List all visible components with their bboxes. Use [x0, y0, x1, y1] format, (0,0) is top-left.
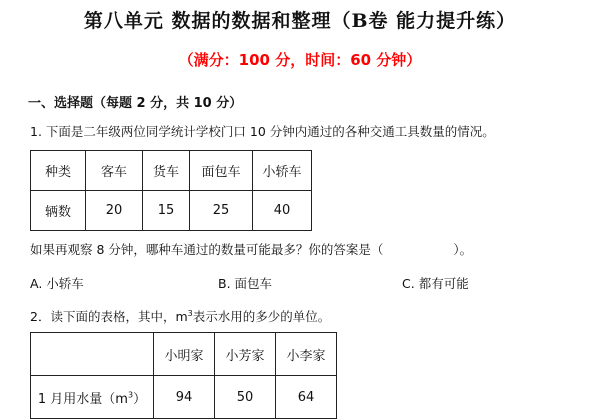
option-text: 面包车	[234, 276, 273, 291]
header-cell: 客车	[86, 151, 143, 191]
row-label-text: 1 月用水量（m	[37, 391, 128, 407]
value-cell: 40	[253, 191, 312, 231]
header-cell: 小轿车	[253, 151, 312, 191]
follow-up-text: 如果再观察 8 分钟，哪种车通过的数量可能最多？你的答案是（	[30, 242, 384, 257]
table-row	[31, 191, 312, 231]
header-cell: 货车	[143, 151, 190, 191]
score-time-info: （满分：100 分，时间：60 分钟）	[178, 51, 422, 69]
option-letter: A.	[30, 276, 43, 291]
unit-superscript: 3	[187, 308, 193, 318]
question-2-text-end: 表示水用的多少的单位。	[192, 309, 331, 324]
section-heading: 一、选择题（每题 2 分，共 10 分）	[28, 96, 243, 111]
option-b[interactable]	[218, 274, 272, 292]
follow-up-close: ）。	[453, 242, 473, 257]
table-header-row	[31, 151, 312, 191]
option-text: 小轿车	[46, 276, 84, 291]
traffic-count-table	[30, 150, 312, 231]
header-cell: 小明家	[154, 333, 215, 376]
value-cell: 94	[154, 376, 215, 419]
value-cell: 25	[190, 191, 253, 231]
unit-superscript: 3	[127, 390, 134, 400]
row-label	[31, 376, 154, 419]
header-cell: 面包车	[190, 151, 253, 191]
table-row	[31, 376, 337, 419]
question-2-text: 2．读下面的表格，其中，m	[30, 309, 188, 324]
option-text: 都有可能	[418, 276, 469, 291]
header-cell: 种类	[31, 151, 86, 191]
value-cell: 50	[215, 376, 276, 419]
header-cell: 小李家	[276, 333, 337, 376]
option-a[interactable]	[30, 274, 84, 292]
value-cell: 15	[143, 191, 190, 231]
header-cell: 小芳家	[215, 333, 276, 376]
row-label-close: ）	[133, 391, 147, 407]
worksheet-title: 第八单元 数据的数据和整理（B卷 能力提升练）	[83, 10, 517, 32]
header-cell-empty	[31, 333, 154, 376]
value-cell: 20	[86, 191, 143, 231]
value-cell: 64	[276, 376, 337, 419]
option-letter: C.	[402, 276, 415, 291]
table-header-row	[31, 333, 337, 376]
question-1-stem: 1. 下面是二年级两位同学统计学校门口 10 分钟内通过的各种交通工具数量的情况。	[30, 124, 495, 139]
option-letter: B.	[218, 276, 231, 291]
water-usage-table	[30, 332, 337, 419]
option-c[interactable]	[402, 274, 469, 292]
question-2-stem	[30, 307, 330, 325]
question-1-follow-up	[30, 240, 472, 258]
row-label: 辆数	[31, 191, 86, 231]
